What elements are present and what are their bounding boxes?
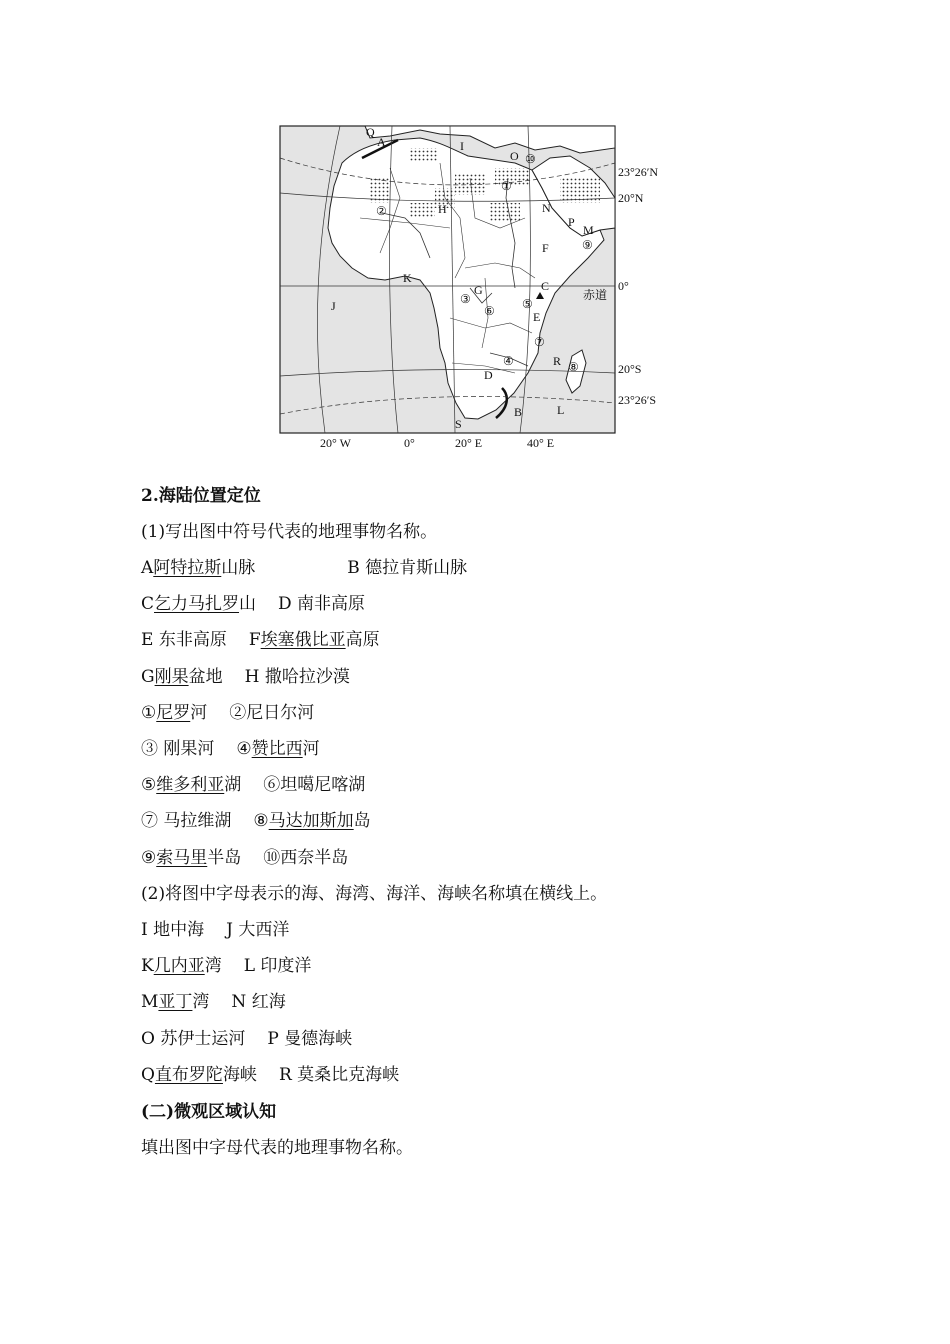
underlined-answer: 亚丁 [158,992,193,1013]
answer-text: 海峡 [222,1064,257,1085]
answer-text: 盆地 [188,666,223,687]
lat-label-20n: 20°N [618,191,644,205]
underlined-answer: 刚果 [154,666,189,687]
answer-text: L 印度洋 [243,956,312,977]
answer-text: ③ 刚果河 [141,739,215,759]
answer-row [141,919,289,941]
answer-text: 河 [190,702,208,723]
map-letter-q: Q [366,125,375,139]
answer-text: ④ [236,739,252,759]
answer-row [141,991,286,1013]
answer-text: 湖 [224,775,242,796]
answer-text: ⑩西奈半岛 [263,847,349,868]
answer-row [141,810,371,832]
answer-text: ⑤ [141,775,157,796]
underlined-answer: 尼罗 [156,702,191,723]
map-number-4: ④ [503,354,514,368]
answer-text: P 曼德海峡 [267,1028,353,1049]
answer-text: G [141,666,155,687]
map-letter-d: D [484,368,493,382]
map-letter-c: C [541,279,550,293]
lat-label-equator-name: 赤道 [583,288,608,302]
section-title: 2.海陆位置定位 [141,486,261,506]
lon-label-20e: 20° E [455,436,483,450]
question-1: (1)写出图中符号代表的地理事物名称。 [141,522,438,542]
map-letter-p: P [568,215,575,229]
answer-text: O 苏伊士运河 [141,1028,246,1049]
answer-row [141,1028,352,1050]
answer-text: J 大西洋 [226,920,290,940]
answer-row [141,557,467,579]
answer-text: 半岛 [207,847,242,868]
answer-text: K [141,956,154,977]
answer-row [141,702,314,724]
map-letter-h: H [438,202,447,216]
map-letter-i: I [460,139,464,153]
map-number-3: ③ [460,292,471,306]
lat-label-20s: 20°S [618,362,642,376]
map-number-10: ⑩ [525,152,536,166]
map-letter-k: K [403,271,412,285]
answer-row [141,629,380,651]
underlined-answer: 马达加斯加 [268,811,354,832]
answer-text: A [141,558,154,578]
map-letter-n: N [542,201,551,215]
question-2: (2)将图中字母表示的海、海湾、海洋、海峡名称填在横线上。 [141,884,608,904]
underlined-answer: 阿特拉斯 [153,558,222,578]
answer-text: 高原 [345,630,380,651]
lon-label-20w: 20° W [320,436,351,450]
lon-label-40e: 40° E [527,436,555,450]
underlined-answer: 赞比西 [251,739,303,759]
micro-section-text: 填出图中字母代表的地理事物名称。 [141,1138,413,1158]
answer-row [141,738,320,760]
map-letter-b: B [514,405,523,419]
answer-text: ⑧ [253,811,269,832]
micro-section-title: (二)微观区域认知 [141,1102,277,1122]
answer-text: D 南非高原 [278,594,366,615]
lat-label-tropic-n: 23°26′N [618,165,659,179]
answer-text: B 德拉肯斯山脉 [347,558,468,578]
map-letter-e: E [533,310,541,324]
answer-text: ⑦ 马拉维湖 [141,811,232,832]
map-letter-m: M [583,223,594,237]
answer-text: 岛 [353,811,371,832]
lon-label-0: 0° [404,436,415,450]
map-letter-r: R [553,354,562,368]
answer-text: 湾 [204,956,222,977]
answer-text: M [141,992,159,1013]
map-letter-l: L [557,403,565,417]
answer-row [141,847,348,869]
map-number-2: ② [376,204,387,218]
map-letter-a: A [377,135,386,149]
answer-text: 河 [302,739,320,759]
answer-text: 山 [239,594,257,615]
underlined-answer: 埃塞俄比亚 [260,630,346,651]
map-letter-o: O [510,149,519,163]
answer-row [141,666,350,688]
lat-label-tropic-s: 23°26′S [618,393,657,407]
lat-label-equator-deg: 0° [618,279,629,293]
map-letter-g: G [474,283,483,297]
underlined-answer: 索马里 [156,847,208,868]
map-number-9: ⑨ [582,238,593,252]
map-number-5: ⑤ [522,297,533,311]
answer-text: E 东非高原 [141,630,227,651]
map-number-6: ⑥ [484,304,495,318]
answer-row [141,593,365,615]
answer-text: Q [141,1064,155,1085]
answer-text: F [248,630,261,651]
underlined-answer: 维多利亚 [156,775,225,796]
underlined-answer: 乞力马扎罗 [154,594,240,615]
underlined-answer: 直布罗陀 [154,1064,223,1085]
answer-row [141,955,311,977]
underlined-answer: 几内亚 [153,956,205,977]
map-number-7: ⑦ [534,335,545,349]
answer-text: 山脉 [221,558,256,578]
map-letter-s: S [455,417,462,431]
map-letter-j: J [331,299,336,313]
map-number-1: ① [501,179,512,193]
answer-text: I 地中海 [141,920,205,940]
answer-text: ⑨ [141,847,157,868]
map-number-8: ⑧ [568,360,579,374]
map-letter-f: F [542,241,549,255]
answer-text: N 红海 [231,992,286,1013]
answer-text: R 莫桑比克海峡 [278,1064,400,1085]
africa-map [270,118,690,458]
answer-text: ⑥坦噶尼喀湖 [263,775,366,796]
answer-text: H 撒哈拉沙漠 [244,666,350,687]
answer-text: 湾 [192,992,210,1013]
answer-row [141,1064,399,1086]
answer-text: ① [141,702,157,723]
answer-row [141,774,365,796]
answer-text: ②尼日尔河 [229,702,315,723]
answer-text: C [141,594,155,615]
